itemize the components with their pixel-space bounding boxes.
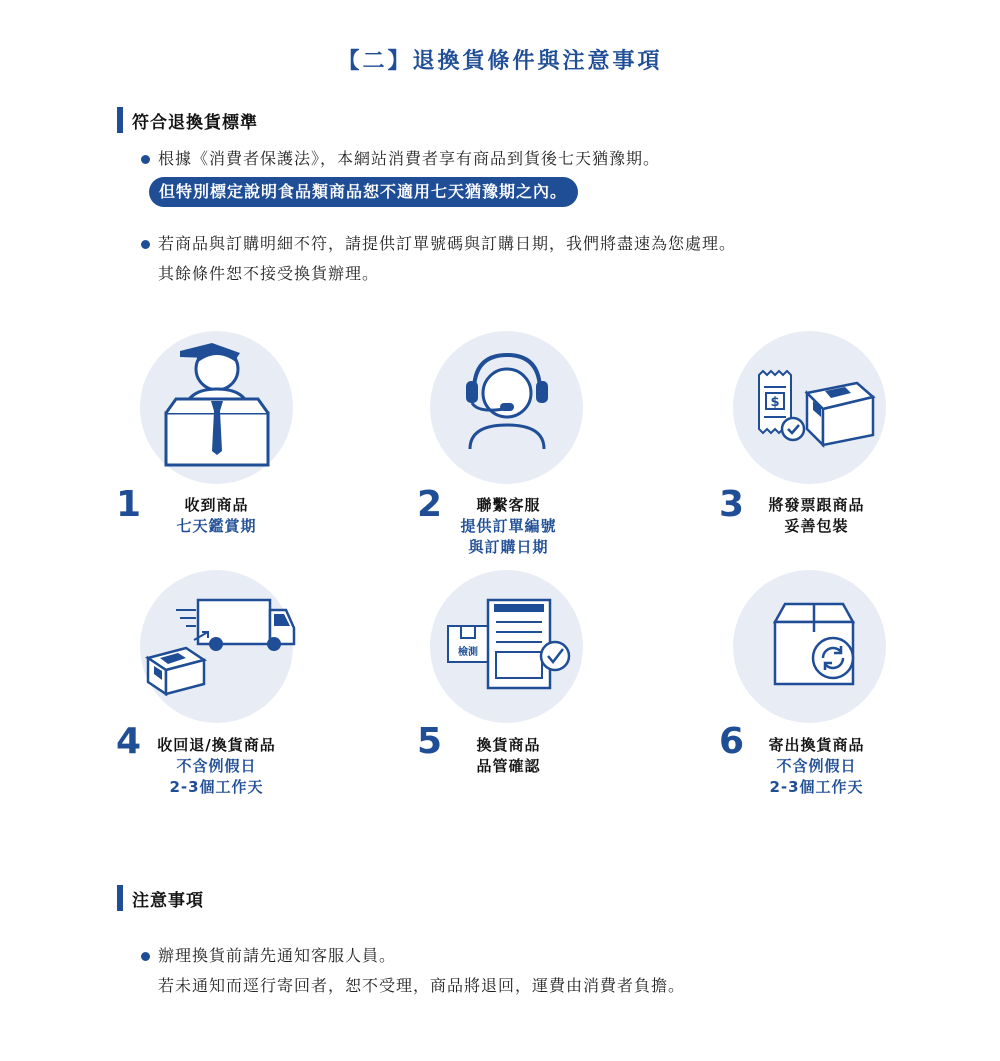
step-title: 將發票跟商品 (768, 496, 865, 514)
bullet-dot (141, 952, 150, 961)
step-detail: 提供訂單編號 (460, 517, 557, 535)
step-1-caption (140, 495, 293, 537)
step-title: 寄出換貨商品 (768, 736, 865, 754)
section-heading-return-standards (117, 107, 258, 133)
step-4-caption (140, 735, 293, 798)
bullet-text: 辦理換貨前請先通知客服人員。 (158, 946, 397, 965)
step-number: 2 (417, 484, 443, 525)
step-detail: 2-3個工作天 (769, 778, 864, 796)
section-heading-notes (117, 885, 204, 911)
step-3-caption (740, 495, 893, 537)
step-5-caption (432, 735, 585, 777)
highlight-notice: 但特別標定說明食品類商品恕不適用七天猶豫期之內。 (149, 177, 578, 207)
step-detail: 不含例假日 (176, 757, 257, 775)
step-title: 收回退/換貨商品 (157, 736, 276, 754)
step-number: 1 (116, 484, 142, 525)
box-exchange-icon (733, 570, 886, 723)
bullet-text-continued: 若未通知而逕行寄回者，恕不受理，商品將退回，運費由消費者負擔。 (158, 976, 686, 995)
step-detail: 品管確認 (476, 757, 541, 775)
step-title: 聯繫客服 (476, 496, 541, 514)
step-detail: 與訂購日期 (468, 538, 549, 556)
section-marker (117, 885, 123, 911)
delivery-person-box-icon (140, 331, 293, 484)
step-detail: 2-3個工作天 (169, 778, 264, 796)
section-heading-text: 注意事項 (132, 890, 204, 911)
bullet-text: 若商品與訂購明細不符，請提供訂單號碼與訂購日期，我們將盡速為您處理。 (158, 234, 737, 253)
step-number: 3 (719, 484, 745, 525)
step-title: 換貨商品 (476, 736, 541, 754)
step-number: 5 (417, 721, 443, 762)
bullet-text-continued: 其餘條件恕不接受換貨辦理。 (158, 264, 380, 283)
step-detail: 不含例假日 (776, 757, 857, 775)
step-detail: 妥善包裝 (784, 517, 849, 535)
section-heading-text: 符合退換貨標準 (132, 112, 258, 133)
step-detail: 七天鑑賞期 (176, 517, 257, 535)
inspection-checklist-icon (430, 570, 583, 723)
list-item (141, 144, 660, 174)
list-item (141, 941, 685, 1001)
bullet-dot (141, 240, 150, 249)
step-6-caption (740, 735, 893, 798)
step-number: 4 (116, 721, 142, 762)
page-title: 【二】退換貨條件與注意事項 (337, 49, 663, 74)
inspection-label: 檢測 (458, 647, 478, 658)
list-item (141, 229, 736, 289)
bullet-text: 根據《消費者保護法》，本網站消費者享有商品到貨後七天猶豫期。 (158, 149, 661, 168)
invoice-and-package-icon (733, 331, 886, 484)
bullet-dot (141, 155, 150, 164)
customer-service-headset-icon (430, 331, 583, 484)
section-marker (117, 107, 123, 133)
invoice-dollar-symbol: $ (770, 395, 780, 410)
step-title: 收到商品 (184, 496, 249, 514)
delivery-truck-icon (140, 570, 300, 723)
step-2-caption (432, 495, 585, 558)
step-number: 6 (719, 721, 745, 762)
